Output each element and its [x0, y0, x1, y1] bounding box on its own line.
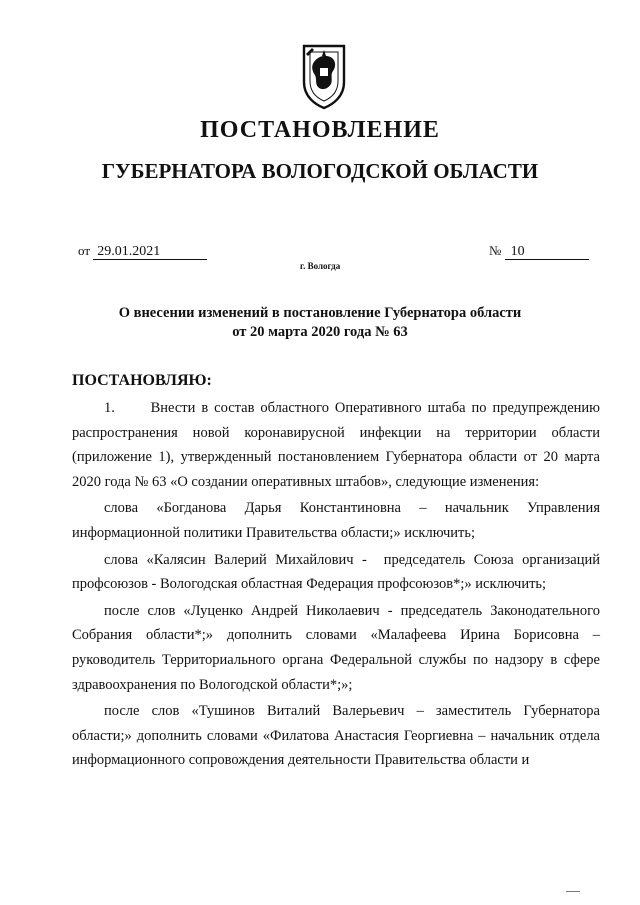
document-number — [489, 243, 589, 260]
document-body — [72, 396, 600, 775]
paragraph: 1. Внести в состав областного Оперативного штаба по предупреждению распространения новой коронавирусной инфекции на территории области (приложение 1), утвержденный постановлением Губернатора области от 20 марта 2020 года № 63 «О создании оперативных штабов», следующие изменения: — [72, 400, 600, 490]
number-prefix: № — [489, 243, 502, 258]
document-date — [78, 243, 207, 260]
paragraph: слова «Калясин Валерий Михайлович - председатель Союза организаций профсоюзов - Вологодская областная Федерация профсоюзов*;» исключить; — [72, 551, 600, 593]
number-value: 10 — [505, 244, 589, 260]
date-value: 29.01.2021 — [93, 244, 207, 260]
coat-of-arms-icon — [300, 42, 348, 110]
heading-line-2: от 20 марта 2020 года № 63 — [232, 324, 408, 340]
document-title: ПОСТАНОВЛЕНИЕ — [200, 117, 440, 143]
heading-line-1: О внесении изменений в постановление Губернатора области — [118, 305, 522, 321]
document-heading — [0, 304, 640, 342]
paragraph: слова «Богданова Дарья Константиновна – начальник Управления информационной политики Правительства области;» исключить; — [72, 500, 600, 541]
date-prefix: от — [78, 243, 91, 258]
city-label: г. Вологда — [300, 261, 341, 271]
document-subtitle: ГУБЕРНАТОРА ВОЛОГОДСКОЙ ОБЛАСТИ — [101, 159, 539, 183]
resolve-label: ПОСТАНОВЛЯЮ: — [72, 372, 212, 389]
paragraph: после слов «Тушинов Виталий Валерьевич – заместитель Губернатора области;» дополнить словами «Филатова Анастасия Георгиевна – начальник отдела информационного сопровождения деятельности Правительства области и — [72, 703, 600, 769]
page-mark — [566, 891, 580, 892]
paragraph: после слов «Луценко Андрей Николаевич - председатель Законодательного Собрания области*;» дополнить словами «Малафеева Ирина Борисовна – руководитель Территориального органа Федеральной службы по надзору в сфере здравоохранения по Вологодской области*;»; — [72, 602, 600, 693]
